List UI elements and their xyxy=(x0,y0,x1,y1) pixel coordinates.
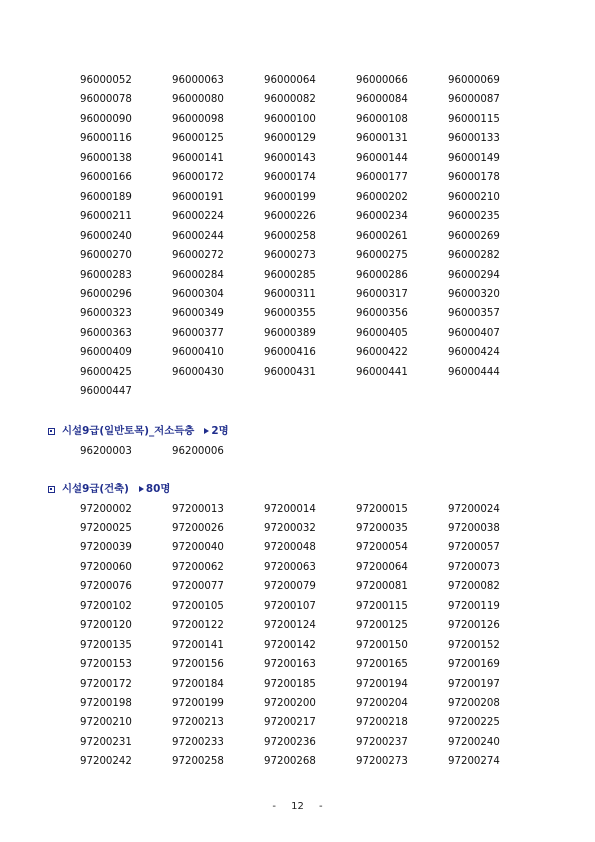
candidate-number: 97200102 xyxy=(80,600,132,612)
candidate-number: 96000410 xyxy=(172,347,224,359)
candidate-number: 97200204 xyxy=(356,698,408,710)
candidate-number: 96000441 xyxy=(356,366,408,378)
candidate-number: 97200076 xyxy=(80,581,132,593)
candidate-number: 96200003 xyxy=(80,445,132,457)
candidate-number: 97200038 xyxy=(448,522,500,534)
candidate-number: 97200237 xyxy=(356,736,408,748)
candidate-number: 96000405 xyxy=(356,327,408,339)
candidate-number: 97200242 xyxy=(80,756,132,768)
candidate-number: 96000052 xyxy=(80,75,132,86)
candidate-number: 96000226 xyxy=(264,211,316,223)
candidate-number: 97200077 xyxy=(172,581,224,593)
candidate-number: 96000125 xyxy=(172,133,224,145)
page-number: 12 xyxy=(291,801,304,812)
candidate-number: 96000317 xyxy=(356,288,408,300)
candidate-number: 96000174 xyxy=(264,172,316,184)
candidate-number: 97200125 xyxy=(356,620,408,632)
candidate-number: 96000349 xyxy=(172,308,224,320)
candidate-number: 97200236 xyxy=(264,736,316,748)
candidate-number: 97200032 xyxy=(264,522,316,534)
candidate-number: 97200039 xyxy=(80,542,132,554)
candidate-number: 96000066 xyxy=(356,75,408,86)
candidate-number: 97200208 xyxy=(448,698,500,710)
candidate-number: 96000211 xyxy=(80,211,132,223)
candidate-number: 96000284 xyxy=(172,269,224,281)
candidate-number: 96000282 xyxy=(448,250,500,262)
number-grid-section2 xyxy=(80,442,540,461)
section-heading-architecture xyxy=(48,482,170,496)
candidate-number: 97200119 xyxy=(448,600,500,612)
candidate-number: 96000090 xyxy=(80,113,132,125)
candidate-number: 97200054 xyxy=(356,542,408,554)
candidate-number: 97200185 xyxy=(264,678,316,690)
candidate-number: 97200135 xyxy=(80,639,132,651)
square-bullet-icon xyxy=(48,486,55,493)
candidate-number: 96000270 xyxy=(80,250,132,262)
candidate-number: 96000108 xyxy=(356,113,408,125)
section-count: 2명 xyxy=(211,425,229,437)
candidate-number: 96000311 xyxy=(264,288,316,300)
candidate-number: 97200198 xyxy=(80,698,132,710)
candidate-number: 96000273 xyxy=(264,250,316,262)
candidate-number: 96000189 xyxy=(80,191,132,203)
candidate-number: 97200124 xyxy=(264,620,316,632)
candidate-number: 96000447 xyxy=(80,386,132,398)
candidate-number: 97200057 xyxy=(448,542,500,554)
candidate-number: 96000064 xyxy=(264,75,316,86)
candidate-number: 97200073 xyxy=(448,561,500,573)
candidate-number: 96000304 xyxy=(172,288,224,300)
candidate-number: 96000191 xyxy=(172,191,224,203)
candidate-number: 96000294 xyxy=(448,269,500,281)
page-number-footer xyxy=(0,801,595,812)
candidate-number: 97200172 xyxy=(80,678,132,690)
candidate-number: 97200217 xyxy=(264,717,316,729)
candidate-number: 97200060 xyxy=(80,561,132,573)
candidate-number: 96000258 xyxy=(264,230,316,242)
section-title: 시설9급(건축) xyxy=(62,483,129,495)
candidate-number: 96000129 xyxy=(264,133,316,145)
candidate-number: 96000272 xyxy=(172,250,224,262)
candidate-number: 96000363 xyxy=(80,327,132,339)
candidate-number: 96000377 xyxy=(172,327,224,339)
triangle-arrow-icon xyxy=(204,428,209,434)
candidate-number: 96000098 xyxy=(172,113,224,125)
candidate-number: 97200081 xyxy=(356,581,408,593)
triangle-arrow-icon xyxy=(139,486,144,492)
candidate-number: 97200120 xyxy=(80,620,132,632)
candidate-number: 96000210 xyxy=(448,191,500,203)
candidate-number: 96000178 xyxy=(448,172,500,184)
candidate-number: 97200152 xyxy=(448,639,500,651)
candidate-number: 97200062 xyxy=(172,561,224,573)
candidate-number: 97200233 xyxy=(172,736,224,748)
candidate-number: 97200225 xyxy=(448,717,500,729)
candidate-number: 97200240 xyxy=(448,736,500,748)
candidate-number: 96000323 xyxy=(80,308,132,320)
candidate-number: 97200064 xyxy=(356,561,408,573)
candidate-number: 97200274 xyxy=(448,756,500,768)
candidate-number: 97200107 xyxy=(264,600,316,612)
candidate-number: 97200163 xyxy=(264,659,316,671)
section-heading-civil-low-income xyxy=(48,424,229,438)
candidate-number: 96000084 xyxy=(356,94,408,106)
candidate-number: 96000430 xyxy=(172,366,224,378)
candidate-number: 97200258 xyxy=(172,756,224,768)
candidate-number: 96000244 xyxy=(172,230,224,242)
candidate-number: 97200200 xyxy=(264,698,316,710)
candidate-number: 96000078 xyxy=(80,94,132,106)
candidate-number: 96000355 xyxy=(264,308,316,320)
candidate-number: 96000407 xyxy=(448,327,500,339)
candidate-number: 97200063 xyxy=(264,561,316,573)
candidate-number: 97200126 xyxy=(448,620,500,632)
candidate-number: 97200141 xyxy=(172,639,224,651)
candidate-number: 97200218 xyxy=(356,717,408,729)
candidate-number: 97200142 xyxy=(264,639,316,651)
candidate-number: 97200014 xyxy=(264,503,316,515)
candidate-number: 97200197 xyxy=(448,678,500,690)
candidate-number: 96000087 xyxy=(448,94,500,106)
candidate-number: 97200026 xyxy=(172,522,224,534)
candidate-number: 96000131 xyxy=(356,133,408,145)
candidate-number: 96000444 xyxy=(448,366,500,378)
candidate-number: 97200231 xyxy=(80,736,132,748)
candidate-number: 96000063 xyxy=(172,75,224,86)
candidate-number: 96000275 xyxy=(356,250,408,262)
candidate-number: 97200013 xyxy=(172,503,224,515)
candidate-number: 97200156 xyxy=(172,659,224,671)
candidate-number: 97200199 xyxy=(172,698,224,710)
candidate-number: 97200035 xyxy=(356,522,408,534)
candidate-number: 96000224 xyxy=(172,211,224,223)
section-title: 시설9급(일반토목)_저소득층 xyxy=(62,425,195,437)
candidate-number: 96000082 xyxy=(264,94,316,106)
candidate-number: 96000116 xyxy=(80,133,132,145)
candidate-number: 96000261 xyxy=(356,230,408,242)
candidate-number: 96000138 xyxy=(80,152,132,164)
candidate-number: 96000431 xyxy=(264,366,316,378)
candidate-number: 96000357 xyxy=(448,308,500,320)
page-dash-left: - xyxy=(272,801,276,812)
candidate-number: 96000409 xyxy=(80,347,132,359)
candidate-number: 96000422 xyxy=(356,347,408,359)
number-grid-section1 xyxy=(80,71,540,402)
candidate-number: 97200115 xyxy=(356,600,408,612)
candidate-number: 96000240 xyxy=(80,230,132,242)
candidate-number: 97200105 xyxy=(172,600,224,612)
candidate-number: 97200184 xyxy=(172,678,224,690)
candidate-number: 96000285 xyxy=(264,269,316,281)
candidate-number: 96000143 xyxy=(264,152,316,164)
candidate-number: 97200213 xyxy=(172,717,224,729)
candidate-number: 97200169 xyxy=(448,659,500,671)
candidate-number: 96000320 xyxy=(448,288,500,300)
candidate-number: 97200048 xyxy=(264,542,316,554)
candidate-number: 96000286 xyxy=(356,269,408,281)
candidate-number: 97200210 xyxy=(80,717,132,729)
page-dash-right: - xyxy=(319,801,323,812)
candidate-number: 97200165 xyxy=(356,659,408,671)
candidate-number: 96000202 xyxy=(356,191,408,203)
candidate-number: 96000133 xyxy=(448,133,500,145)
candidate-number: 96000199 xyxy=(264,191,316,203)
number-grid-section3 xyxy=(80,500,540,772)
candidate-number: 96000235 xyxy=(448,211,500,223)
candidate-number: 96000166 xyxy=(80,172,132,184)
candidate-number: 96000172 xyxy=(172,172,224,184)
candidate-number: 97200040 xyxy=(172,542,224,554)
candidate-number: 96000141 xyxy=(172,152,224,164)
candidate-number: 96000424 xyxy=(448,347,500,359)
candidate-number: 97200079 xyxy=(264,581,316,593)
candidate-number: 96000269 xyxy=(448,230,500,242)
square-bullet-icon xyxy=(48,428,55,435)
candidate-number: 96000425 xyxy=(80,366,132,378)
candidate-number: 96000234 xyxy=(356,211,408,223)
candidate-number: 97200268 xyxy=(264,756,316,768)
candidate-number: 96000356 xyxy=(356,308,408,320)
candidate-number: 96000283 xyxy=(80,269,132,281)
candidate-number: 96200006 xyxy=(172,445,224,457)
candidate-number: 97200273 xyxy=(356,756,408,768)
candidate-number: 96000144 xyxy=(356,152,408,164)
candidate-number: 97200194 xyxy=(356,678,408,690)
candidate-number: 97200015 xyxy=(356,503,408,515)
candidate-number: 97200024 xyxy=(448,503,500,515)
candidate-number: 97200150 xyxy=(356,639,408,651)
candidate-number: 96000389 xyxy=(264,327,316,339)
candidate-number: 96000069 xyxy=(448,75,500,86)
candidate-number: 97200025 xyxy=(80,522,132,534)
candidate-number: 97200082 xyxy=(448,581,500,593)
candidate-number: 96000115 xyxy=(448,113,500,125)
candidate-number: 96000296 xyxy=(80,288,132,300)
section-count: 80명 xyxy=(145,483,171,495)
candidate-number: 97200122 xyxy=(172,620,224,632)
candidate-number: 96000100 xyxy=(264,113,316,125)
candidate-number: 96000149 xyxy=(448,152,500,164)
candidate-number: 96000177 xyxy=(356,172,408,184)
candidate-number: 97200153 xyxy=(80,659,132,671)
candidate-number: 96000416 xyxy=(264,347,316,359)
candidate-number: 97200002 xyxy=(80,503,132,515)
candidate-number: 96000080 xyxy=(172,94,224,106)
